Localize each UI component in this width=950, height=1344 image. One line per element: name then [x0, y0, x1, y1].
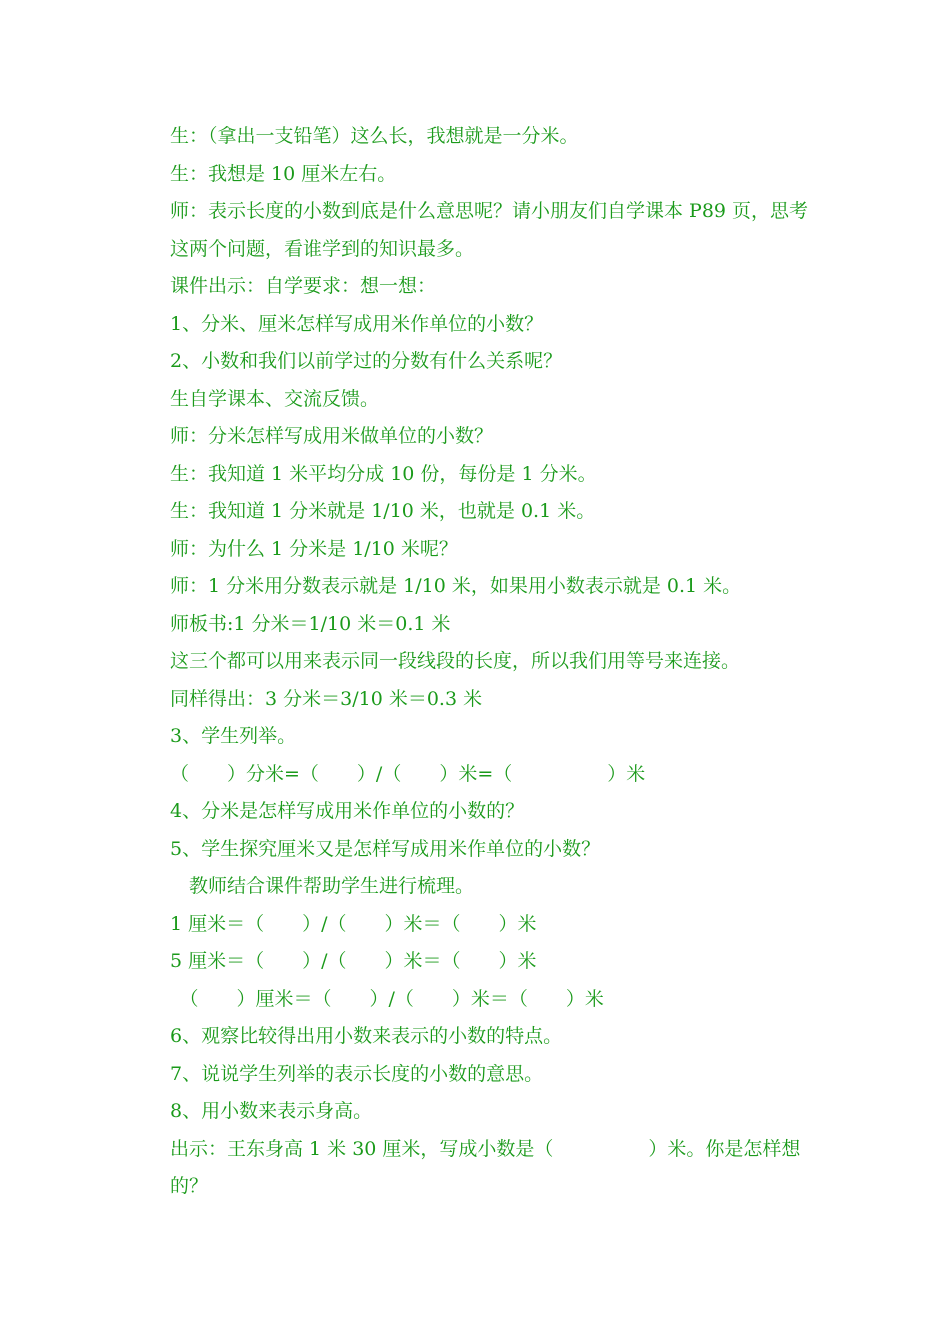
- text-line-teacher-sort: 教师结合课件帮助学生进行梳理。: [170, 875, 475, 897]
- text-line-item-7: 7、说说学生列举的表示长度的小数的意思。: [170, 1062, 544, 1085]
- text-line-student-pencil: 生：（拿出一支铅笔）这么长，我想就是一分米。: [170, 125, 579, 147]
- text-line-courseware: 课件出示：自学要求：想一想：: [170, 275, 437, 297]
- text-line-teacher-fraction: 师：1 分米用分数表示就是 1/10 米，如果用小数表示就是 0.1 米。: [170, 575, 742, 597]
- text-line-height-question: 出示：王东身高 1 米 30 厘米，写成小数是（ ）米。你是怎样想的？: [170, 1137, 801, 1197]
- text-line-teacher-question: 师：表示长度的小数到底是什么意思呢？请小朋友们自学课本 P89 页，思考这两个问题，看谁学到的知识最多。: [170, 200, 809, 260]
- text-line-1cm: 1 厘米＝（ ）/（ ）米＝（ ）米: [170, 912, 537, 935]
- text-line-item-6: 6、观察比较得出用小数来表示的小数的特点。: [170, 1025, 563, 1047]
- text-line-3dm: 同样得出：3 分米＝3/10 米＝0.3 米: [170, 687, 483, 710]
- text-line-equal-sign: 这三个都可以用来表示同一段线段的长度，所以我们用等号来连接。: [170, 650, 741, 672]
- text-line-blackboard: 师板书:1 分米＝1/10 米＝0.1 米: [170, 612, 451, 635]
- text-line-item-5: 5、学生探究厘米又是怎样写成用米作单位的小数？: [170, 837, 601, 860]
- text-line-item-2: 2、小数和我们以前学过的分数有什么关系呢？: [170, 350, 563, 372]
- text-line-teacher-dm: 师：分米怎样写成用米做单位的小数？: [170, 425, 494, 447]
- text-line-student-10cm: 生：我想是 10 厘米左右。: [170, 162, 397, 185]
- text-line-blank-cm: （ ）厘米＝（ ）/（ ）米＝（ ）米: [170, 987, 604, 1010]
- text-line-blank-dm: （ ）分米=（ ）/（ ）米=（ ）米: [170, 762, 646, 785]
- text-line-student-1m: 生：我知道 1 米平均分成 10 份，每份是 1 分米。: [170, 462, 597, 485]
- text-line-item-3: 3、学生列举。: [170, 725, 297, 747]
- text-line-self-study: 生自学课本、交流反馈。: [170, 387, 380, 410]
- text-line-item-1: 1、分米、厘米怎样写成用米作单位的小数？: [170, 312, 544, 335]
- text-line-item-8: 8、用小数来表示身高。: [170, 1100, 373, 1122]
- text-line-teacher-why: 师：为什么 1 分米是 1/10 米呢？: [170, 537, 458, 560]
- text-line-student-1dm: 生：我知道 1 分米就是 1/10 米，也就是 0.1 米。: [170, 500, 596, 522]
- lesson-text: [170, 118, 815, 1206]
- text-line-5cm: 5 厘米＝（ ）/（ ）米＝（ ）米: [170, 950, 537, 972]
- text-line-item-4: 4、分米是怎样写成用米作单位的小数的？: [170, 800, 525, 822]
